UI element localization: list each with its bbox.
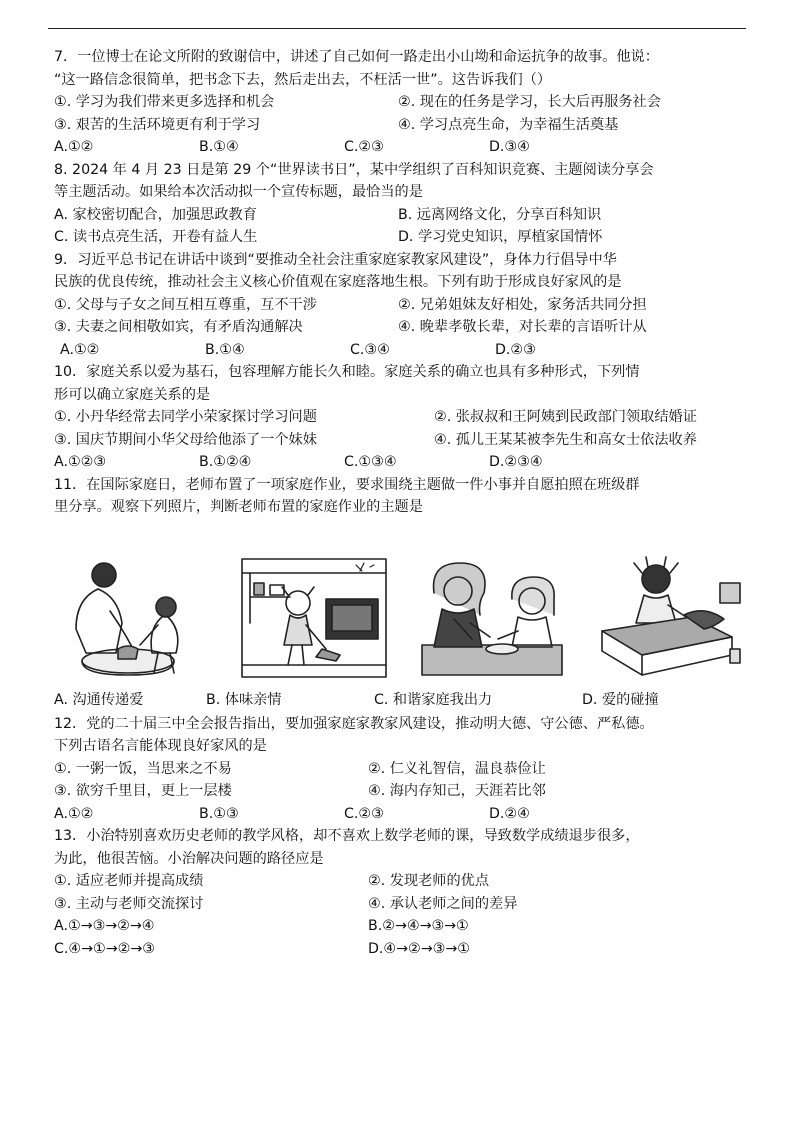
q13-option-1: ①. 适应老师并提高成绩: [54, 873, 204, 889]
q8-choice-b: B. 远离网络文化，分享百科知识: [398, 206, 602, 223]
q7-option-4: ④. 学习点亮生命，为幸福生活奠基: [398, 116, 619, 133]
q13-choice-b: B.②→④→③→①: [368, 918, 469, 934]
q13-choice-a: A.①→③→②→④: [54, 918, 155, 934]
q8-choice-c: C. 读书点亮生活，开卷有益人生: [54, 229, 258, 245]
q9-stem-line1: 9．习近平总书记在讲话中谈到“要推动全社会注重家庭家教家风建设”，身体力行倡导中华: [54, 251, 617, 268]
q12-choice-d: D.②④: [489, 805, 530, 822]
q8-choice-a: A. 家校密切配合，加强思政教育: [54, 206, 257, 223]
q7-stem-line2: “这一路信念很简单，把书念下去，然后走出去，不枉活一世”。这告诉我们（）: [54, 71, 552, 88]
q10-option-3: ③. 国庆节期间小华父母给他添了一个妹妹: [54, 431, 317, 448]
q8-stem-line2: 等主题活动。如果给本次活动拟一个宣传标题，最恰当的是: [54, 184, 423, 200]
q12-choice-a: A.①②: [54, 805, 94, 822]
q13-choice-d: D.④→②→③→①: [368, 940, 470, 957]
q9-choice-b: B.①④: [205, 341, 245, 358]
q7-choice-c: C.②③: [344, 139, 384, 155]
bed-illustration-icon: [592, 553, 748, 683]
q7-stem-line1: 7．一位博士在论文所附的致谢信中，讲述了自己如何一路走出小山坳和命运抗争的故事。他说：: [54, 49, 659, 65]
q9-stem-line2: 民族的优良传统，推动社会主义核心价值观在家庭落地生根。下列有助于形成良好家风的是: [54, 274, 622, 290]
q9-choice-a: A.①②: [60, 341, 100, 358]
q11-stem-line2: 里分享。观察下列照片，判断老师布置的家庭作业的主题是: [54, 499, 423, 515]
q10-choice-a: A.①②③: [54, 454, 107, 470]
q10-option-1: ①. 小丹华经常去同学小荣家探讨学习问题: [54, 409, 317, 425]
q13-stem-line2: 为此，他很苦恼。小治解决问题的路径应是: [54, 850, 324, 867]
q9-option-2: ②. 兄弟姐妹友好相处，家务活共同分担: [398, 296, 647, 313]
top-rule: [48, 28, 746, 29]
photo-child-making-bed: [592, 553, 748, 683]
question-10: [54, 361, 750, 474]
q12-stem-line2: 下列古语名言能体现良好家风的是: [54, 738, 267, 754]
exam-page: [54, 46, 750, 960]
q8-choice-d: D. 学习党史知识，厚植家国情怀: [398, 229, 603, 245]
q11-photos: [54, 533, 748, 683]
q11-choice-d: D. 爱的碰撞: [582, 691, 659, 708]
washing-illustration-icon: [58, 553, 214, 683]
q7-choice-d: D.③④: [489, 139, 530, 155]
q12-choice-c: C.②③: [344, 805, 384, 822]
q13-stem-line1: 13．小治特别喜欢历史老师的教学风格，却不喜欢上数学老师的课，导致数学成绩退步很多，: [54, 828, 640, 844]
q11-choice-b: B. 体味亲情: [206, 691, 282, 708]
question-12: [54, 713, 750, 826]
q7-option-2: ②. 现在的任务是学习，长大后再服务社会: [398, 94, 661, 110]
question-8: [54, 159, 750, 249]
q9-option-4: ④. 晚辈孝敬长辈，对长辈的言语听计从: [398, 319, 647, 335]
kitchen-illustration-icon: [414, 553, 570, 683]
q12-choice-b: B.①③: [199, 805, 239, 822]
question-9: [54, 249, 750, 362]
q9-option-1: ①. 父母与子女之间互相互尊重，互不干涉: [54, 296, 317, 313]
question-7: [54, 46, 750, 159]
q10-option-2: ②. 张叔叔和王阿姨到民政部门领取结婚证: [434, 409, 697, 425]
photo-child-cleaning-room: [236, 553, 392, 683]
q13-option-3: ③. 主动与老师交流探讨: [54, 895, 204, 912]
q10-stem-line1: 10．家庭关系以爱为基石，包容理解方能长久和睦。家庭关系的确立也具有多种形式，下列情: [54, 364, 640, 380]
q10-stem-line2: 形可以确立家庭关系的是: [54, 386, 211, 403]
q7-choice-a: A.①②: [54, 139, 94, 155]
q12-option-1: ①. 一粥一饭，当思来之不易: [54, 760, 232, 777]
q11-choice-c: C. 和谐家庭我出力: [374, 691, 493, 708]
photo-mother-washing-with-child: [58, 553, 214, 683]
q10-choice-b: B.①②④: [199, 454, 252, 470]
q9-choice-c: C.③④: [350, 341, 390, 358]
q9-choice-d: D.②③: [495, 341, 536, 358]
q7-choice-b: B.①④: [199, 139, 239, 155]
q11-choice-a: A. 沟通传递爱: [54, 691, 144, 708]
q13-option-2: ②. 发现老师的优点: [368, 873, 490, 889]
q12-option-2: ②. 仁义礼智信，温良恭俭让: [368, 760, 546, 777]
q10-choice-c: C.①③④: [344, 454, 397, 470]
q13-choice-c: C.④→①→②→③: [54, 940, 155, 957]
cleaning-illustration-icon: [236, 553, 392, 683]
q12-option-4: ④. 海内存知己，天涯若比邻: [368, 783, 546, 799]
q13-option-4: ④. 承认老师之间的差异: [368, 895, 518, 912]
q7-option-1: ①. 学习为我们带来更多选择和机会: [54, 94, 275, 110]
question-13: [54, 825, 750, 960]
q10-option-4: ④. 孤儿王某某被李先生和高女士依法收养: [434, 431, 697, 448]
q8-stem-line1: 8. 2024 年 4 月 23 日是第 29 个“世界读书日”，某中学组织了百科知识竞赛、主题阅读分享会: [54, 161, 654, 178]
q11-stem-line1: 11．在国际家庭日，老师布置了一项家庭作业，要求围绕主题做一件小事并自愿拍照在班级群: [54, 476, 640, 493]
q10-choice-d: D.②③④: [489, 454, 543, 470]
question-11: [54, 474, 750, 713]
q9-option-3: ③. 夫妻之间相敬如宾，有矛盾沟通解决: [54, 319, 303, 335]
q7-option-3: ③. 艰苦的生活环境更有利于学习: [54, 116, 261, 133]
q12-option-3: ③. 欲穷千里目，更上一层楼: [54, 783, 232, 799]
q12-stem-line1: 12．党的二十届三中全会报告指出，要加强家庭家教家风建设，推动明大德、守公德、严私德。: [54, 715, 654, 732]
photo-mother-daughter-kitchen: [414, 553, 570, 683]
